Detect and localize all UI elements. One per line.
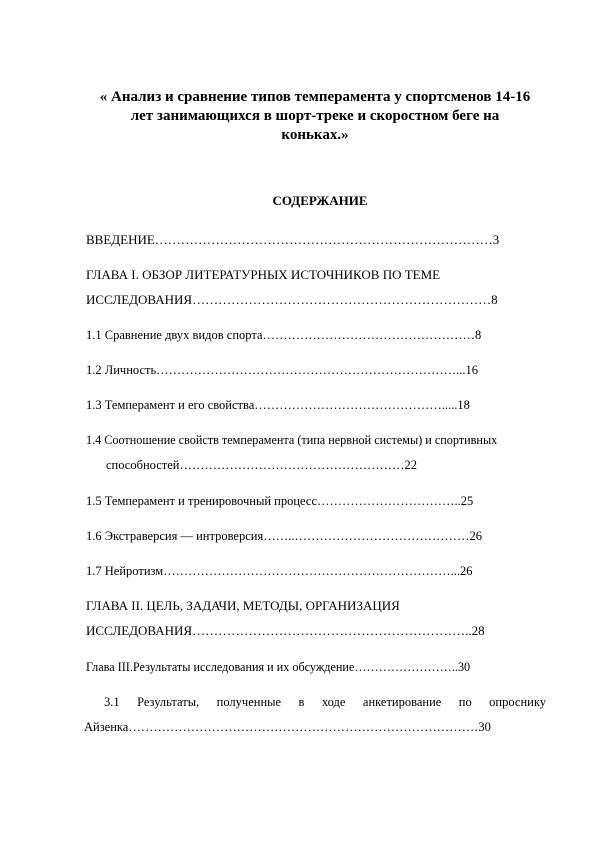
toc-entry-1-4-line2: способностей………………………………………………22 [106, 458, 417, 472]
toc-entry-3-1-line2: Айзенка…………………………………………………………………………30 [84, 720, 491, 734]
toc-entry-1-3: 1.3 Темперамент и его свойства……………………………………….....18 [86, 398, 470, 412]
toc-entry-1-1: 1.1 Сравнение двух видов спорта……………………………………………8 [86, 328, 482, 342]
toc-3-1-word: Результаты, [137, 695, 200, 709]
toc-entry-chapter1-line1: ГЛАВА I. ОБЗОР ЛИТЕРАТУРНЫХ ИСТОЧНИКОВ ПО ТЕМЕ [86, 267, 441, 282]
toc-entry-chapter2-line1: ГЛАВА II. ЦЕЛЬ, ЗАДАЧИ, МЕТОДЫ, ОРГАНИЗАЦИЯ [86, 598, 400, 613]
toc-entry-chapter1-line2: ИССЛЕДОВАНИЯ……………………………………………………………8 [86, 292, 498, 307]
toc-entry-chapter3: Глава III.Результаты исследования и их обсуждение……………………..30 [86, 660, 471, 674]
title-line-1: « Анализ и сравнение типов темперамента у спортсменов 14-16 [99, 89, 531, 105]
toc-3-1-word: ходе [321, 695, 346, 709]
toc-3-1-word: полученные [216, 695, 282, 709]
toc-3-1-word: анкетирование [362, 695, 442, 709]
title-line-3: коньках.» [281, 127, 349, 143]
toc-3-1-word: опроснику [489, 695, 546, 709]
toc-entry-3-1-line1 [104, 694, 546, 710]
title-line-2: лет занимающихся в шорт-треке и скоростном беге на [130, 108, 500, 124]
toc-3-1-word: 3.1 [104, 695, 120, 709]
toc-entry-1-6: 1.6 Экстраверсия — интроверсия……..……………………………………26 [86, 529, 482, 543]
toc-entry-1-4-line1: 1.4 Соотношение свойств темперамента (типа нервной системы) и спортивных [86, 433, 498, 447]
toc-entry-1-7: 1.7 Нейротизм……………………………………………………………...26 [86, 564, 473, 578]
toc-3-1-word: по [458, 695, 472, 709]
toc-heading: СОДЕРЖАНИЕ [272, 193, 368, 208]
toc-entry-chapter2-line2: ИССЛЕДОВАНИЯ………………………………………………………..28 [86, 623, 485, 638]
toc-entry-1-5: 1.5 Темперамент и тренировочный процесс……………………………..25 [86, 494, 474, 508]
toc-entry-1-2: 1.2 Личность………………………………………………………………...16 [86, 363, 479, 377]
toc-entry-intro: ВВЕДЕНИЕ……………………………………………………………………3 [86, 232, 500, 247]
document-title [70, 88, 560, 145]
toc-3-1-word: в [298, 695, 305, 709]
